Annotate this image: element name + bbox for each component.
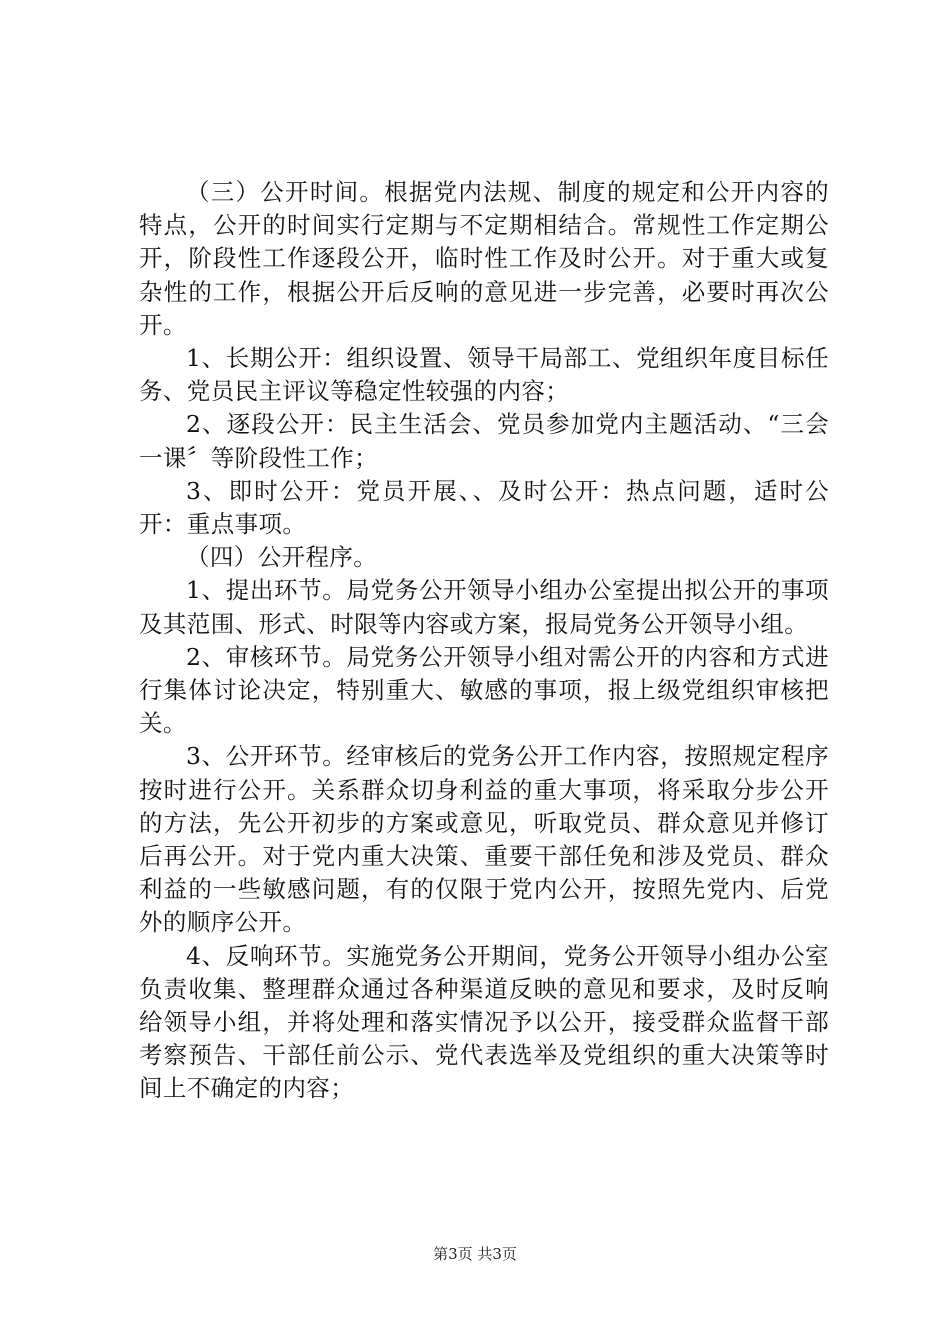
paragraph-stage-disclosure: 2、逐段公开：民主生活会、党员参加党内主题活动、“三会一课〞等阶段性工作； xyxy=(139,410,829,472)
paragraph-disclosure-procedure-heading: （四）公开程序。 xyxy=(186,543,378,572)
paragraph-feedback-step: 4、反响环节。实施党务公开期间，党务公开领导小组办公室负责收集、整理群众通过各种渠道反映的意见和要求，及时反响给领导小组，并将处理和落实情况予以公开，接受群众监督干部考察预告、干部任前公示、党代表选举及党组织的重大决策等时间上不确定的内容； xyxy=(139,941,829,1103)
paragraph-publication-step: 3、公开环节。经审核后的党务公开工作内容，按照规定程序按时进行公开。关系群众切身利益的重大事项，将采取分步公开的方法，先公开初步的方案或意见，听取党员、群众意见并修订后再公开。对于党内重大决策、重要干部任免和涉及党员、群众利益的一些敏感问题，有的仅限于党内公开，按照先党内、后党外的顺序公开。 xyxy=(139,742,829,937)
document-body xyxy=(139,176,829,1106)
paragraph-immediate-disclosure: 3、即时公开：党员开展、、及时公开：热点问题，适时公开：重点事项。 xyxy=(139,476,829,539)
paragraph-proposal-step: 1、提出环节。局党务公开领导小组办公室提出拟公开的事项及其范围、形式、时限等内容或方案，报局党务公开领导小组。 xyxy=(139,576,829,638)
paragraph-disclosure-timing: （三）公开时间。根据党内法规、制度的规定和公开内容的特点，公开的时间实行定期与不定期相结合。常规性工作定期公开，阶段性工作逐段公开，临时性工作及时公开。对于重大或复杂性的工作，根据公开后反响的意见进一步完善，必要时再次公开。 xyxy=(139,178,829,339)
page-number-footer: 第3页 共3页 xyxy=(433,1245,517,1263)
paragraph-long-term-disclosure: 1、长期公开：组织设置、领导干局部工、党组织年度目标任务、党员民主评议等稳定性较强的内容； xyxy=(139,344,829,406)
paragraph-review-step: 2、审核环节。局党务公开领导小组对需公开的内容和方式进行集体讨论决定，特别重大、敏感的事项，报上级党组织审核把关。 xyxy=(139,642,829,738)
